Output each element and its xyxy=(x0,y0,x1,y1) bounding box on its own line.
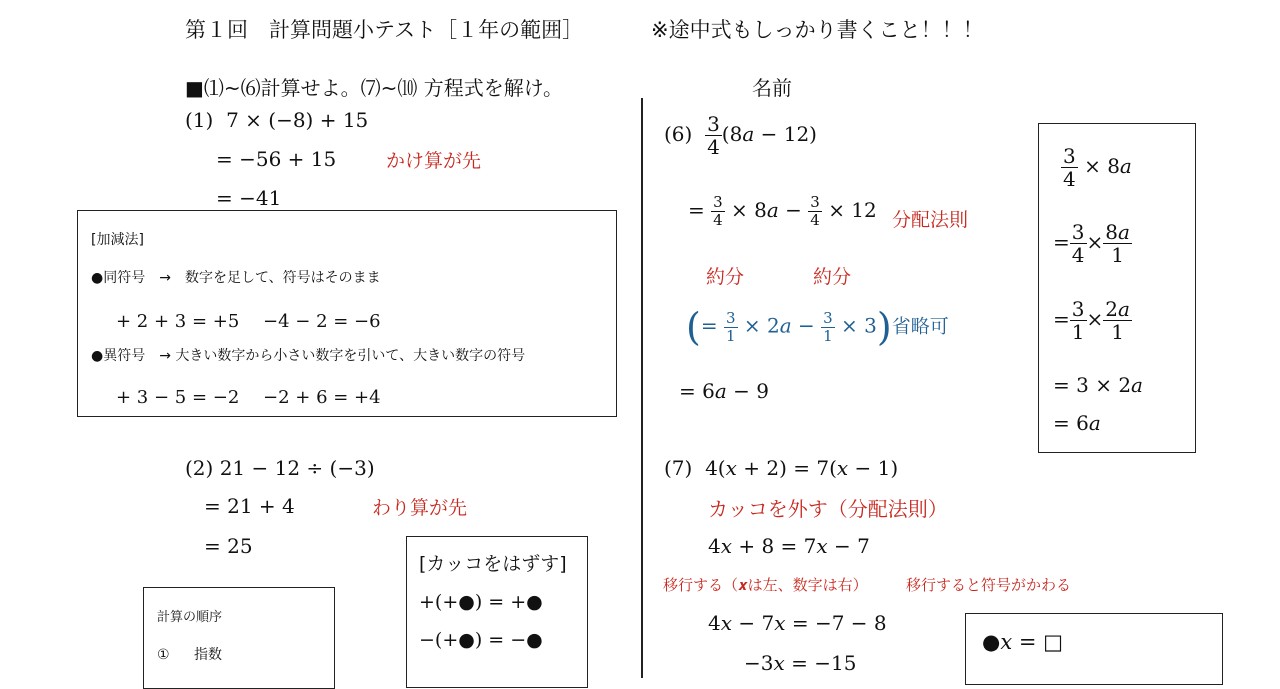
instruction-note: ※途中式もしっかり書くこと！！！ xyxy=(651,18,984,42)
problem-6-step-1: = $\frac{3}{4}$ × 8𝑎 − $\frac{3}{4}$ × 12 xyxy=(688,193,877,229)
sign-change-note: 移行すると符号がかわる xyxy=(906,576,1072,594)
order-item-1-text: 指数 xyxy=(194,647,223,663)
problem-2-note: わり算が先 xyxy=(372,497,468,519)
problem-7 xyxy=(664,456,898,480)
different-sign-rule: ●異符号 → 大きい数字から小さい数字を引いて、大きい数字の符号 xyxy=(91,348,526,364)
parentheses-title: [カッコをはずす] xyxy=(419,553,567,575)
answer-form: ●𝑥 = □ xyxy=(982,630,1063,654)
step-1-fraction-b: $\frac{3}{4}$ xyxy=(810,193,820,229)
problem-instruction: ■⑴~⑹計算せよ。⑺~⑽ 方程式を解け。 xyxy=(185,76,563,100)
test-title: 第１回 計算問題小テスト［１年の範囲］ xyxy=(185,18,584,42)
problem-1-step-2: = −41 xyxy=(216,186,282,210)
order-item-1 xyxy=(157,644,222,664)
order-item-1-number: ① xyxy=(157,647,170,663)
optional-fraction-a: $\frac{3}{1}$ xyxy=(725,308,736,345)
addition-rules-box xyxy=(77,210,617,417)
column-divider xyxy=(641,98,643,678)
name-label: 名前 xyxy=(752,76,792,100)
side-row-3: = $\frac{3}{1}$ × $\frac{\text{2𝑎}}{1}$ xyxy=(1053,297,1130,344)
reduce-note-2: 約分 xyxy=(813,266,852,288)
problem-2-expression: 21 − 12 ÷ (−3) xyxy=(219,456,375,480)
problem-2-label: (2) xyxy=(185,456,214,480)
problem-1-step-1: = −56 + 15 xyxy=(216,147,337,171)
different-sign-example: + 3 − 5 = −2 −2 + 6 = +4 xyxy=(116,387,381,408)
problem-7-expression: 4(𝑥 + 2) = 7(𝑥 − 1) xyxy=(705,456,899,480)
side-row-4: = 3 × 2𝑎 xyxy=(1053,373,1143,397)
problem-1-label: (1) xyxy=(185,108,214,132)
same-sign-rule: ●同符号 → 数字を足して、符号はそのまま xyxy=(91,270,381,286)
problem-6-label: (6) xyxy=(664,122,693,146)
problem-1 xyxy=(185,108,368,132)
transpose-note: 移行する（𝒙は左、数字は右） xyxy=(663,576,868,594)
side-row-5: = 6𝑎 xyxy=(1053,411,1101,435)
order-title: 計算の順序 xyxy=(157,610,223,625)
answer-form-box xyxy=(965,613,1223,685)
fraction-work-box xyxy=(1038,123,1196,453)
side-row-1: $\frac{3}{4}$ × 8𝑎 xyxy=(1063,144,1132,191)
problem-6 xyxy=(664,114,817,157)
step-1-fraction-a: $\frac{3}{4}$ xyxy=(713,193,723,229)
problem-6-expression-rest: (8𝑎 − 12) xyxy=(721,122,817,146)
problem-2 xyxy=(185,456,375,480)
parentheses-rule-2: −(+●) = −● xyxy=(419,629,543,651)
problem-7-step-3: −3𝑥 = −15 xyxy=(744,651,857,675)
problem-7-step-1: 4𝑥 + 8 = 7𝑥 − 7 xyxy=(708,534,870,558)
problem-6-result: = 6𝑎 − 9 xyxy=(679,379,769,403)
calculation-order-box xyxy=(143,587,335,689)
problem-7-label: (7) xyxy=(664,456,693,480)
problem-7-note: カッコを外す（分配法則） xyxy=(708,497,948,521)
parentheses-rules-box xyxy=(406,536,588,688)
problem-6-optional-step: (= $\frac{3}{1}$ × 2𝑎 − $\frac{3}{1}$ × 3)省略可 xyxy=(686,305,949,349)
problem-2-step-2: = 25 xyxy=(204,534,253,558)
optional-fraction-b: $\frac{3}{1}$ xyxy=(823,308,833,345)
rules-title: [加減法] xyxy=(91,232,144,248)
problem-6-fraction: $\frac{3}{4}$ xyxy=(707,112,720,159)
distributive-note: 分配法則 xyxy=(892,209,969,231)
problem-1-expression: 7 × (−8) + 15 xyxy=(226,108,369,132)
reduce-note-1: 約分 xyxy=(706,266,745,288)
parentheses-rule-1: +(+●) = +● xyxy=(419,591,543,613)
problem-1-note: かけ算が先 xyxy=(386,150,482,172)
same-sign-example: + 2 + 3 = +5 −4 − 2 = −6 xyxy=(116,311,381,332)
optional-note: 省略可 xyxy=(891,315,949,338)
problem-7-step-2: 4𝑥 − 7𝑥 = −7 − 8 xyxy=(708,611,887,635)
problem-2-step-1: = 21 + 4 xyxy=(204,494,295,518)
side-row-2: = $\frac{3}{4}$ × $\frac{\text{8𝑎}}{1}$ xyxy=(1053,220,1130,267)
